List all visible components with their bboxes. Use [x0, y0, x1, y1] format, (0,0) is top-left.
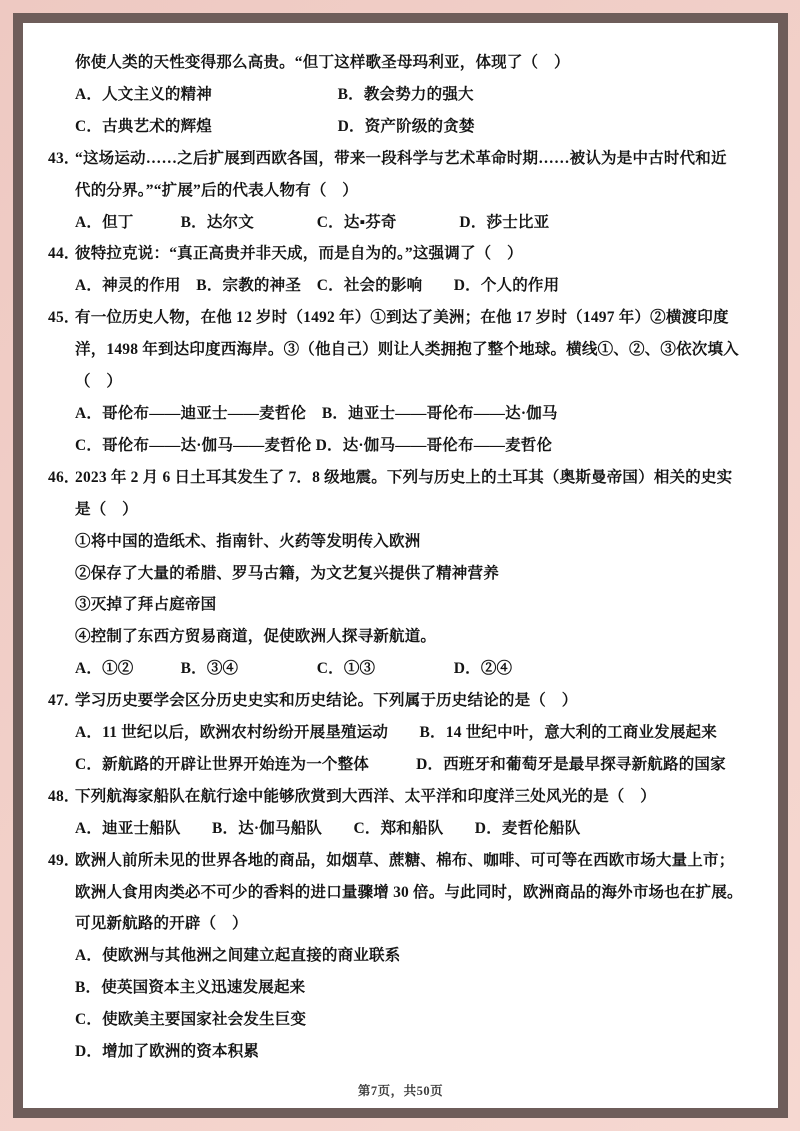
question-text: （ ） — [75, 373, 123, 391]
questions-container — [23, 23, 778, 1068]
question-text: ①将中国的造纸术、指南针、火药等发明传入欧洲 — [75, 532, 421, 550]
question-text: C．新航路的开辟让世界开始连为一个整体 D．西班牙和葡萄牙是最早探寻新航路的国家 — [75, 755, 726, 773]
question-line — [75, 111, 760, 143]
question-text: 你使人类的天性变得那么高贵。“但丁这样歌圣母玛利亚，体现了（ ） — [75, 54, 570, 71]
question-line — [75, 334, 760, 366]
question-line — [75, 366, 760, 398]
question-text: 是（ ） — [75, 500, 138, 518]
question-number: 47． — [48, 692, 80, 710]
question-text: 彼特拉克说：“真正高贵并非天成，而是自为的。”这强调了（ ） — [75, 245, 523, 263]
question-text: 2023 年 2 月 6 日土耳其发生了 7．8 级地震。下列与历史上的土耳其（奥斯曼帝国）相关的史实 — [75, 468, 733, 486]
question-line — [48, 143, 760, 175]
question-line — [75, 175, 760, 207]
question-line — [75, 47, 760, 79]
question-text: C．哥伦布——达·伽马——麦哲伦 D．达·伽马——哥伦布——麦哲伦 — [75, 436, 553, 454]
question-line — [75, 940, 760, 972]
question-line — [48, 462, 760, 494]
question-text: A．神灵的作用 B．宗教的神圣 C．社会的影响 D．个人的作用 — [75, 277, 560, 295]
question-block — [48, 143, 760, 239]
question-text: C．古典艺术的辉煌 D．资产阶级的贪婪 — [75, 117, 475, 135]
question-line — [75, 207, 760, 239]
question-text: “这场运动……之后扩展到西欧各国，带来一段科学与艺术革命时期……被认为是中古时代和近 — [75, 149, 727, 167]
question-text: 欧洲人前所未见的世界各地的商品，如烟草、蔗糖、棉布、咖啡、可可等在西欧市场大量上市； — [75, 851, 735, 869]
paper-page — [13, 13, 788, 1118]
question-text: A．哥伦布——迪亚士——麦哲伦 B．迪亚士——哥伦布——达·伽马 — [75, 404, 558, 422]
question-text: 洋，1498 年到达印度西海岸。③（他自己）则让人类拥抱了整个地球。横线①、②、③依次填入 — [75, 341, 739, 359]
question-block — [48, 462, 760, 685]
question-line — [75, 558, 760, 590]
question-line — [75, 749, 760, 781]
question-text: B．使英国资本主义迅速发展起来 — [75, 979, 306, 997]
question-text: D．增加了欧洲的资本积累 — [75, 1043, 260, 1061]
question-line — [48, 685, 760, 717]
question-line — [75, 717, 760, 749]
question-number: 44． — [48, 245, 80, 263]
question-line — [75, 398, 760, 430]
question-text: A．迪亚士船队 B．达·伽马船队 C．郑和船队 D．麦哲伦船队 — [75, 819, 581, 837]
question-block — [48, 781, 760, 845]
question-text: ④控制了东西方贸易商道，促使欧洲人探寻新航道。 — [75, 628, 437, 646]
question-text: 有一位历史人物，在他 12 岁时（1492 年）①到达了美洲；在他 17 岁时（1497 年）②横渡印度 — [75, 309, 729, 327]
question-line — [48, 302, 760, 334]
question-line — [48, 781, 760, 813]
question-line — [75, 1004, 760, 1036]
question-text: A．使欧洲与其他洲之间建立起直接的商业联系 — [75, 947, 401, 965]
question-number: 46． — [48, 468, 80, 486]
question-line — [75, 430, 760, 462]
question-text: ③灭掉了拜占庭帝国 — [75, 596, 217, 614]
question-number: 49． — [48, 851, 80, 869]
question-number: 43． — [48, 149, 80, 167]
question-line — [48, 238, 760, 270]
question-text: 代的分界。”“扩展”后的代表人物有（ ） — [75, 181, 359, 199]
question-line — [75, 270, 760, 302]
question-line — [75, 972, 760, 1004]
question-block — [48, 238, 760, 302]
question-text: 下列航海家船队在航行途中能够欣赏到大西洋、太平洋和印度洋三处风光的是（ ） — [75, 787, 656, 805]
question-line — [75, 908, 760, 940]
question-line — [75, 877, 760, 909]
question-block — [48, 685, 760, 781]
question-text: A．①② B．③④ C．①③ D．②④ — [75, 660, 513, 678]
question-line — [75, 653, 760, 685]
question-text: 可见新航路的开辟（ ） — [75, 915, 248, 933]
question-block — [48, 302, 760, 462]
question-line — [75, 621, 760, 653]
question-line — [75, 1036, 760, 1068]
question-line — [75, 589, 760, 621]
question-number: 48． — [48, 787, 80, 805]
question-text: A．人文主义的精神 B．教会势力的强大 — [75, 85, 474, 103]
question-line — [75, 79, 760, 111]
question-line — [75, 494, 760, 526]
question-number: 45． — [48, 309, 80, 327]
question-line — [75, 813, 760, 845]
question-line — [48, 845, 760, 877]
question-text: ②保存了大量的希腊、罗马古籍，为文艺复兴提供了精神营养 — [75, 564, 499, 582]
question-line — [75, 526, 760, 558]
question-block — [75, 47, 760, 143]
question-text: A．11 世纪以后，欧洲农村纷纷开展垦殖运动 B．14 世纪中叶，意大利的工商业发展起来 — [75, 724, 717, 742]
question-text: A．但丁 B．达尔文 C．达▪芬奇 D．莎士比亚 — [75, 213, 550, 231]
question-block — [48, 845, 760, 1068]
page-footer: 第7页，共50页 — [357, 1084, 444, 1098]
question-text: 学习历史要学会区分历史史实和历史结论。下列属于历史结论的是（ ） — [75, 692, 578, 710]
question-text: 欧洲人食用肉类必不可少的香料的进口量骤增 30 倍。与此同时，欧洲商品的海外市场也在扩展。 — [75, 883, 743, 901]
question-text: C．使欧美主要国家社会发生巨变 — [75, 1011, 307, 1029]
